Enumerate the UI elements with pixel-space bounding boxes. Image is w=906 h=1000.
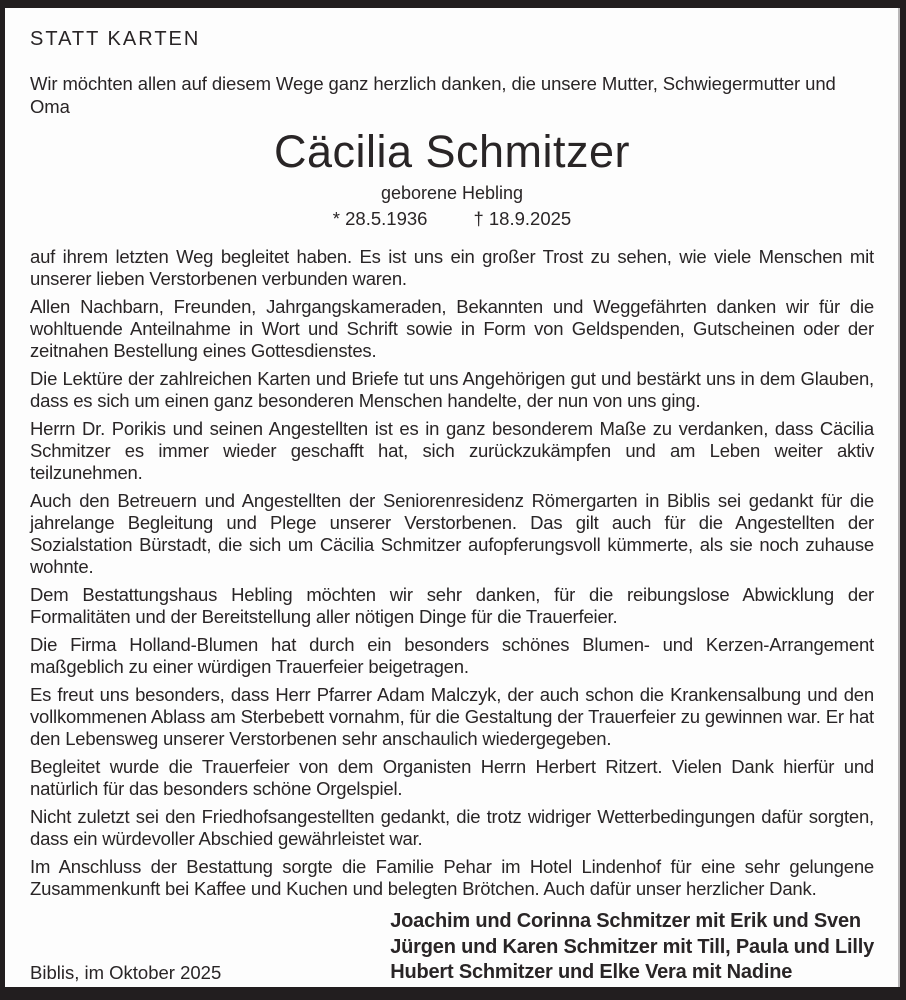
paragraph-cards-letters: Die Lektüre der zahlreichen Karten und Briefe tut uns Angehörigen gut und bestärkt uns in dem Glauben, dass es sich um einen ganz besonderen Menschen handelte, der nun von uns ging.	[30, 368, 874, 411]
thanks-text	[30, 246, 874, 900]
paragraph-priest-thanks: Es freut uns besonders, dass Herr Pfarrer Adam Malczyk, der auch schon die Krankensalbung und den vollkommenen Ablass am Sterbebett vornahm, für die Gestaltung der Trauerfeier zu gewinnen war. Er hat den Lebensweg unserer Verstorbenen sehr anschaulich wiedergegeben.	[30, 684, 874, 749]
family-line: Joachim und Corinna Schmitzer mit Erik und Sven	[390, 910, 861, 932]
paragraph-cemetery-staff-thanks: Nicht zuletzt sei den Friedhofsangestellten gedankt, die trotz widriger Wetterbedingungen dafür sorgten, dass ein würdevoller Abschied gewährleistet war.	[30, 806, 874, 849]
deceased-name-block	[30, 128, 874, 230]
intro-text: Wir möchten allen auf diesem Wege ganz herzlich danken, die unsere Mutter, Schwiegermutter und Oma	[30, 73, 836, 117]
paragraph-organist-thanks: Begleitet wurde die Trauerfeier von dem Organisten Herrn Herbert Ritzert. Vielen Dank hierfür und natürlich für das besonders schöne Orgelspiel.	[30, 756, 874, 799]
paragraph-care-home-thanks: Auch den Betreuern und Angestellten der Seniorenresidenz Römergarten in Biblis sei gedankt für die jahrelange Begleitung und Plege unserer Verstorbenen. Das gilt auch für die Angestellten der Sozialstation Bürstadt, die sich um Cäcilia Schmitzer aufopferungsvoll kümmerte, als sie noch zuhause wohnte.	[30, 490, 874, 577]
obituary-page	[5, 8, 900, 987]
paragraph-florist-thanks: Die Firma Holland-Blumen hat durch ein besonders schönes Blumen- und Kerzen-Arrangement maßgeblich zu einer würdigen Trauerfeier beigetragen.	[30, 634, 874, 677]
paragraph-hotel-thanks: Im Anschluss der Bestattung sorgte die Familie Pehar im Hotel Lindenhof für eine sehr gelungene Zusammenkunft bei Kaffee und Kuchen und belegten Brötchen. Auch dafür unser herzlicher Dank.	[30, 856, 874, 899]
birth-date: * 28.5.1936	[332, 208, 428, 229]
deceased-name: Cäcilia Schmitzer	[273, 126, 631, 177]
family-line: Jürgen und Karen Schmitzer mit Till, Paula und Lilly	[390, 935, 874, 958]
death-date: † 18.9.2025	[473, 208, 572, 229]
maiden-name: geborene Hebling	[380, 183, 524, 203]
family-signatures	[390, 909, 874, 986]
paragraph-farewell: auf ihrem letzten Weg begleitet haben. Es ist uns ein großer Trost zu sehen, wie viele Menschen mit unserer lieben Verstorbenen verbunden waren.	[30, 246, 874, 289]
paragraph-funeral-home-thanks: Dem Bestattungshaus Hebling möchten wir sehr danken, für die reibungslose Abwicklung der Formalitäten und der Bereitstellung aller nötigen Dinge für die Trauerfeier.	[30, 584, 874, 627]
life-dates	[30, 207, 874, 230]
paragraph-doctor-thanks: Herrn Dr. Porikis und seinen Angestellten ist es in ganz besonderem Maße zu verdanken, dass Cäcilia Schmitzer es immer wieder geschafft hat, sich zurückzukämpfen und am Leben weiter aktiv teilzunehmen.	[30, 418, 874, 483]
family-line: Hubert Schmitzer und Elke Vera mit Nadine	[390, 961, 793, 983]
footer	[30, 909, 874, 986]
place-date: Biblis, im Oktober 2025	[30, 962, 222, 983]
kicker-statt-karten: STATT KARTEN	[30, 28, 201, 50]
paragraph-neighbors-thanks: Allen Nachbarn, Freunden, Jahrgangskameraden, Bekannten und Weggefährten danken wir für die wohltuende Anteilnahme in Wort und Schrift sowie in Form von Geldspenden, Gutscheinen oder der zeitnahen Bestellung eines Gottesdienstes.	[30, 296, 874, 361]
